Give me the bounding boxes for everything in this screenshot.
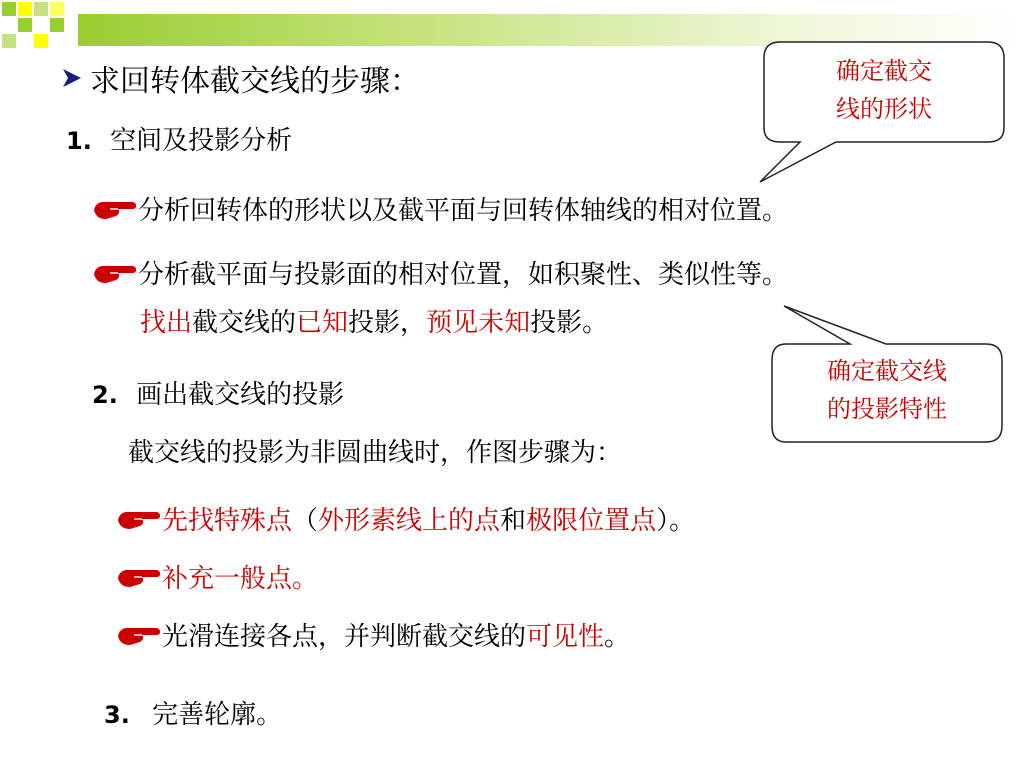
step-number: 1. <box>66 127 92 155</box>
arrow-bullet-icon <box>60 66 84 90</box>
bullet-item <box>92 194 788 228</box>
highlight-text: 可见性 <box>526 622 605 652</box>
step-1 <box>66 124 292 158</box>
callout-line: 线的形状 <box>836 95 932 123</box>
step-number: 2. <box>92 381 118 409</box>
bullet-item <box>116 504 695 538</box>
body-text: 截交线的 <box>192 308 297 338</box>
page-title: 求回转体截交线的步骤： <box>90 64 420 99</box>
step-number: 3. <box>104 701 130 729</box>
highlight-text: 极限位置点 <box>526 506 657 536</box>
bullet-text: 分析回转体的形状以及截平面与回转体轴线的相对位置。 <box>138 196 789 226</box>
body-text: 光滑连接各点，并判断截交线的 <box>162 622 527 652</box>
highlight-text: 先找特殊点 <box>162 506 293 536</box>
body-text: 。 <box>604 622 631 652</box>
find-projection-line <box>140 306 608 340</box>
pointing-hand-icon <box>92 197 138 223</box>
body-text: （ <box>292 506 319 536</box>
callout-top-text <box>772 52 996 128</box>
highlight-text: 补充一般点。 <box>162 564 319 594</box>
body-text: 投影， <box>348 308 427 338</box>
bullet-item <box>116 620 630 654</box>
body-text: 投影。 <box>530 308 609 338</box>
highlight-text: 预见未知 <box>426 308 531 338</box>
pointing-hand-icon <box>116 565 162 591</box>
bullet-text: 分析截平面与投影面的相对位置，如积聚性、类似性等。 <box>138 260 789 290</box>
body-text: 和 <box>500 506 527 536</box>
body-text: ）。 <box>656 506 696 536</box>
highlight-text: 已知 <box>296 308 349 338</box>
step-title: 画出截交线的投影 <box>136 380 345 410</box>
step-2 <box>92 378 344 412</box>
step-3 <box>104 698 282 732</box>
bullet-item <box>92 258 788 292</box>
pointing-hand-icon <box>116 623 162 649</box>
step-2-intro: 截交线的投影为非圆曲线时，作图步骤为： <box>128 438 623 468</box>
step-title: 空间及投影分析 <box>110 126 293 156</box>
bullet-item <box>116 562 318 596</box>
highlight-text: 外形素线上的点 <box>318 506 501 536</box>
callout-bottom-text <box>772 352 1002 428</box>
pointing-hand-icon <box>116 507 162 533</box>
corner-decoration <box>0 0 80 60</box>
callout-line: 确定截交 <box>836 57 932 85</box>
callout-line: 确定截交线 <box>827 357 947 385</box>
step-title: 完善轮廓。 <box>152 700 283 730</box>
pointing-hand-icon <box>92 261 138 287</box>
callout-line: 的投影特性 <box>827 395 947 423</box>
highlight-text: 找出 <box>140 308 193 338</box>
